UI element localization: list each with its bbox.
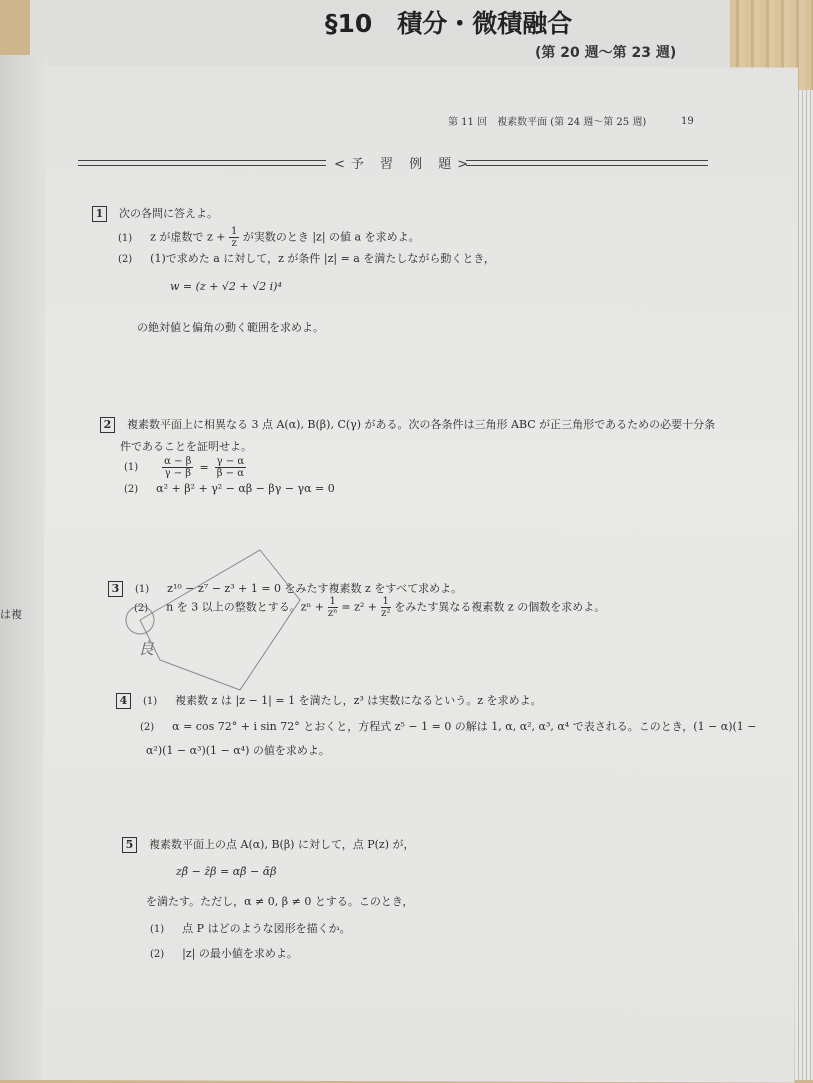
problem-4-part-2: (2) α = cos 72° + i sin 72° とおくと，方程式 z⁵ − 1 = 0 の解は 1, α, α², α³, α⁴ で表される。このとき，(1 − α)(1 − bbox=[140, 720, 757, 733]
problem-number: 4 bbox=[116, 693, 131, 709]
problem-3-part-2: (2) n を 3 以上の整数とする。zⁿ + $\frac{1}{\text{zⁿ}}$ = z² + $\frac{1}{\text{z²}}$ をみたす異なる複素数 z の個数を求めよ。 bbox=[134, 596, 606, 619]
problem-2-part-2: (2) α² + β² + γ² − αβ − βγ − γα = 0 bbox=[124, 482, 335, 495]
problem-4-part-1: 4 (1) 複素数 z は |z − 1| = 1 を満たし，z³ は実数になるという。z を求めよ。 bbox=[116, 692, 542, 709]
problem-2-intro-cont: 件であることを証明せよ。 bbox=[120, 440, 252, 453]
problem-5-part-2: (2) |z| の最小値を求めよ。 bbox=[150, 947, 298, 960]
problem-number: 2 bbox=[100, 417, 115, 433]
heading-rule-left bbox=[78, 160, 326, 166]
section-heading: <予 習 例 題> bbox=[334, 157, 475, 172]
page-number: 19 bbox=[681, 116, 694, 127]
problem-5-part-1: (1) 点 P はどのような図形を描くか。 bbox=[150, 922, 351, 935]
page-edges bbox=[795, 90, 813, 1080]
section-title: §10 積分・微積融合 bbox=[325, 9, 573, 38]
problem-number: 1 bbox=[92, 206, 107, 222]
problem-5-intro: 5 複素数平面上の点 A(α), B(β) に対して，点 P(z) が， bbox=[122, 836, 415, 853]
problem-number: 3 bbox=[108, 581, 123, 597]
problem-1-part-1: (1) z が虚数で z + $\frac{1}{z}$ が実数のとき |z| の値 a を求めよ。 bbox=[118, 226, 420, 249]
pencil-sketch bbox=[120, 540, 320, 700]
problem-number: 5 bbox=[122, 837, 137, 853]
problem-3-part-1: 3 (1) z¹⁰ − z⁷ − z³ + 1 = 0 をみたす複素数 z をすべて求めよ。 bbox=[108, 580, 462, 597]
problem-1-intro: 1 次の各問に答えよ。 bbox=[92, 205, 218, 222]
left-page-fragment: は複 bbox=[0, 608, 22, 621]
problem-1-part-2: (2) (1)で求めた a に対して，z が条件 |z| = a を満たしながら動くとき， bbox=[118, 252, 495, 265]
problem-4-continuation: α²)(1 − α³)(1 − α⁴) の値を求めよ。 bbox=[146, 744, 330, 757]
handwritten-note: 良 bbox=[138, 639, 155, 658]
problem-5-continuation: を満たす。ただし，α ≠ 0, β ≠ 0 とする。このとき， bbox=[146, 895, 414, 908]
problem-1-continuation: の絶対値と偏角の動く範囲を求めよ。 bbox=[137, 321, 324, 334]
problem-2-intro: 2 複素数平面上に相異なる 3 点 A(α), B(β), C(γ) がある。次の各条件は三角形 ABC が正三角形であるための必要十分条 bbox=[100, 416, 715, 433]
left-page bbox=[0, 55, 48, 1080]
running-title: 第 11 回 複素数平面 (第 24 週〜第 25 週) bbox=[448, 117, 647, 128]
problem-5-formula: zβ̄ − z̄β = αβ̄ − ᾱβ bbox=[176, 865, 277, 878]
section-weeks: (第 20 週〜第 23 週) bbox=[535, 45, 677, 61]
problem-1-formula: w = (z + √2 + √2 i)⁴ bbox=[170, 280, 282, 293]
heading-rule-right bbox=[466, 160, 708, 166]
problem-2-part-1: (1) $\frac{\alpha - \beta}{\gamma - \beta}$ = $\frac{\gamma - \alpha}{\beta - \alpha}$ bbox=[124, 456, 245, 479]
